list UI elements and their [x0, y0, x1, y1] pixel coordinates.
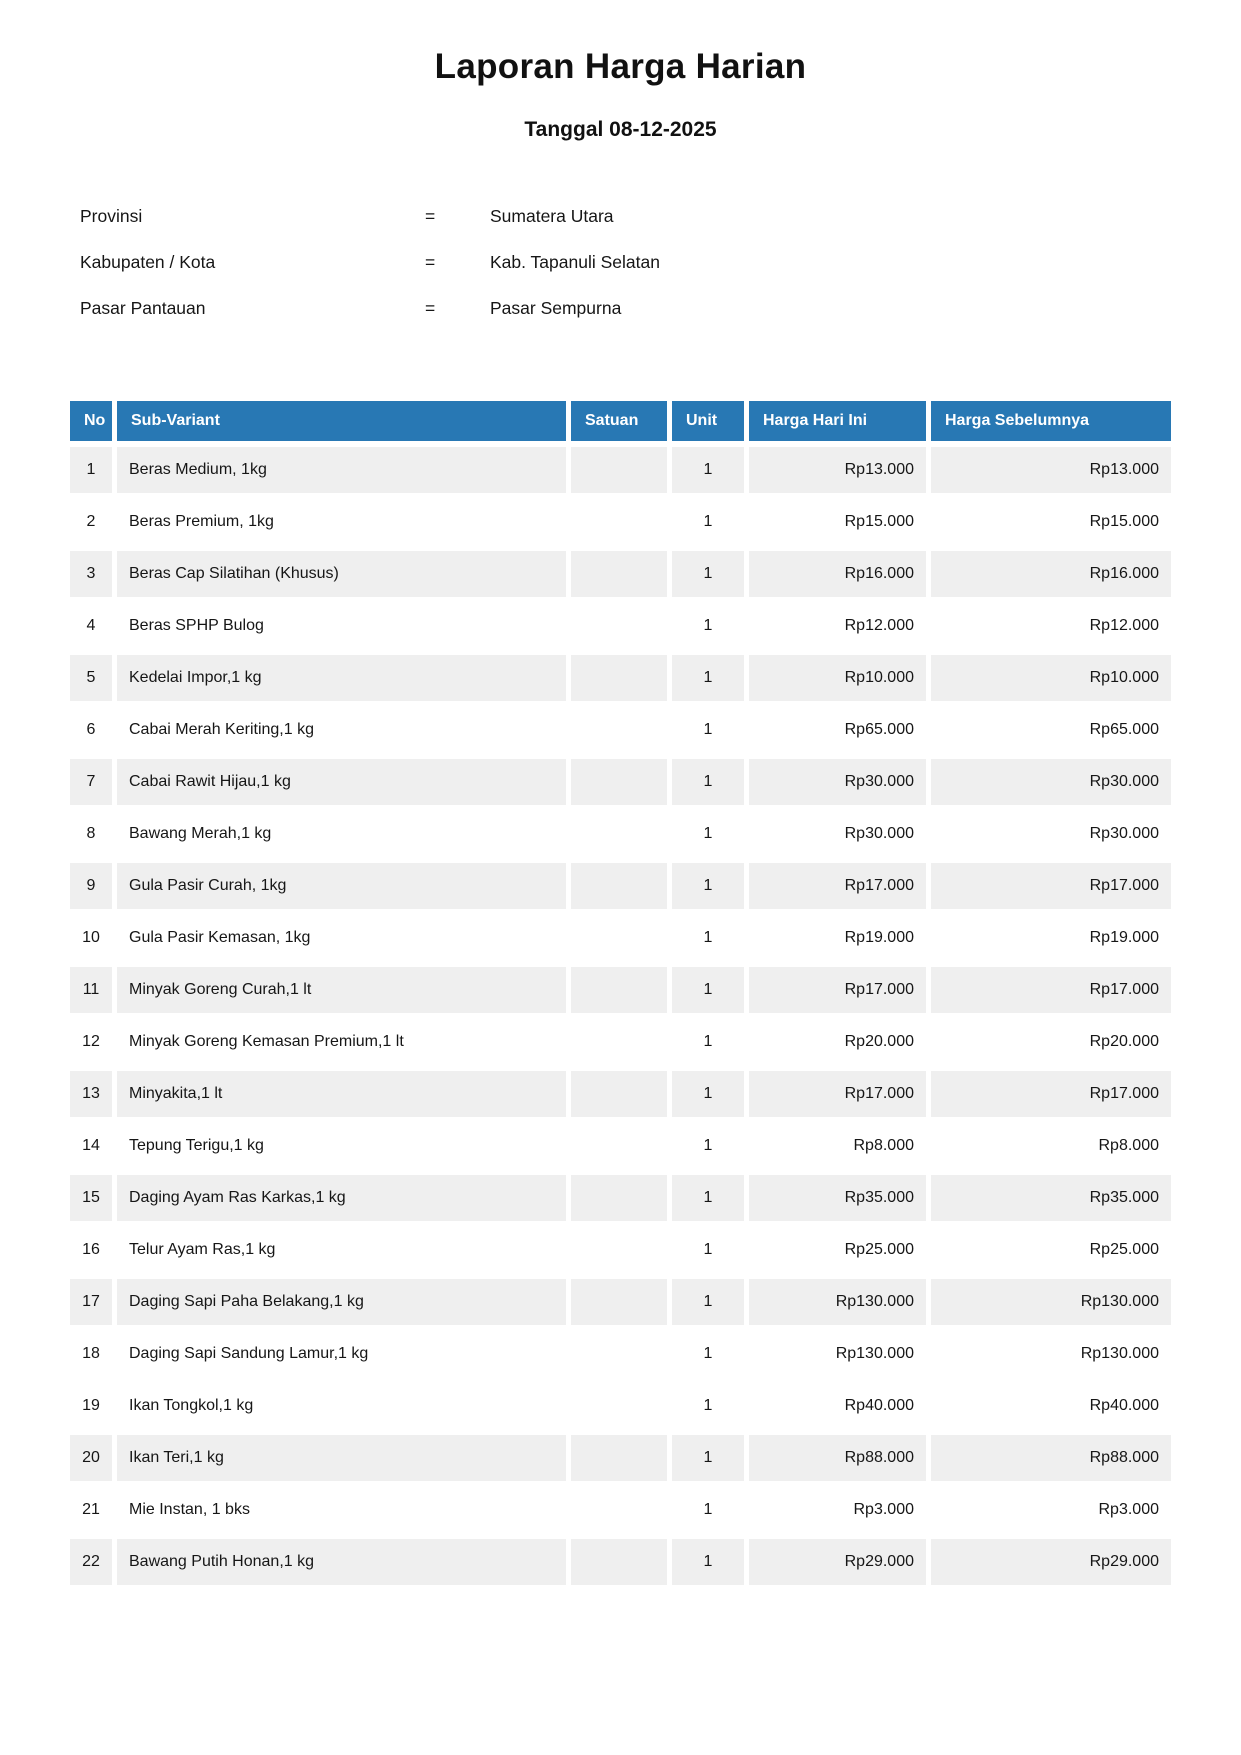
cell-harga-hari-ini: Rp30.000	[749, 759, 926, 805]
cell-sub-variant: Ikan Teri,1 kg	[117, 1435, 566, 1481]
cell-harga-hari-ini: Rp130.000	[749, 1279, 926, 1325]
cell-harga-hari-ini: Rp29.000	[749, 1539, 926, 1585]
info-label: Pasar Pantauan	[80, 297, 206, 318]
cell-satuan	[571, 1279, 667, 1325]
price-table	[65, 395, 1176, 1591]
table-row	[70, 1123, 1171, 1169]
cell-no: 14	[70, 1123, 112, 1169]
cell-harga-sebelumnya: Rp65.000	[931, 707, 1171, 753]
cell-no: 15	[70, 1175, 112, 1221]
cell-satuan	[571, 863, 667, 909]
cell-harga-sebelumnya: Rp30.000	[931, 811, 1171, 857]
cell-harga-sebelumnya: Rp20.000	[931, 1019, 1171, 1065]
cell-harga-hari-ini: Rp30.000	[749, 811, 926, 857]
cell-unit: 1	[672, 1435, 744, 1481]
cell-unit: 1	[672, 655, 744, 701]
cell-no: 21	[70, 1487, 112, 1533]
cell-harga-hari-ini: Rp40.000	[749, 1383, 926, 1429]
cell-sub-variant: Bawang Putih Honan,1 kg	[117, 1539, 566, 1585]
cell-no: 11	[70, 967, 112, 1013]
cell-harga-sebelumnya: Rp30.000	[931, 759, 1171, 805]
cell-no: 1	[70, 447, 112, 493]
cell-sub-variant: Minyak Goreng Curah,1 lt	[117, 967, 566, 1013]
cell-no: 2	[70, 499, 112, 545]
cell-sub-variant: Kedelai Impor,1 kg	[117, 655, 566, 701]
cell-harga-hari-ini: Rp17.000	[749, 967, 926, 1013]
cell-harga-hari-ini: Rp35.000	[749, 1175, 926, 1221]
cell-harga-sebelumnya: Rp3.000	[931, 1487, 1171, 1533]
table-row	[70, 863, 1171, 909]
cell-unit: 1	[672, 1279, 744, 1325]
cell-satuan	[571, 1227, 667, 1273]
equals-sign: =	[425, 251, 436, 272]
cell-satuan	[571, 811, 667, 857]
cell-satuan	[571, 1019, 667, 1065]
info-label: Provinsi	[80, 205, 143, 226]
cell-satuan	[571, 759, 667, 805]
cell-no: 12	[70, 1019, 112, 1065]
cell-unit: 1	[672, 1019, 744, 1065]
table-row	[70, 1071, 1171, 1117]
cell-sub-variant: Cabai Merah Keriting,1 kg	[117, 707, 566, 753]
cell-harga-sebelumnya: Rp12.000	[931, 603, 1171, 649]
cell-unit: 1	[672, 1539, 744, 1585]
table-row	[70, 1383, 1171, 1429]
cell-sub-variant: Beras Cap Silatihan (Khusus)	[117, 551, 566, 597]
cell-sub-variant: Minyakita,1 lt	[117, 1071, 566, 1117]
cell-satuan	[571, 1071, 667, 1117]
cell-harga-sebelumnya: Rp40.000	[931, 1383, 1171, 1429]
cell-satuan	[571, 1435, 667, 1481]
cell-harga-hari-ini: Rp17.000	[749, 1071, 926, 1117]
table-row	[70, 1279, 1171, 1325]
table-row	[70, 603, 1171, 649]
cell-no: 16	[70, 1227, 112, 1273]
cell-satuan	[571, 1383, 667, 1429]
header-cell-unit: Unit	[672, 401, 744, 441]
cell-sub-variant: Minyak Goreng Kemasan Premium,1 lt	[117, 1019, 566, 1065]
cell-unit: 1	[672, 967, 744, 1013]
cell-satuan	[571, 915, 667, 961]
table-header-row	[70, 401, 1171, 441]
cell-no: 5	[70, 655, 112, 701]
equals-sign: =	[425, 297, 436, 318]
cell-unit: 1	[672, 707, 744, 753]
cell-no: 18	[70, 1331, 112, 1377]
cell-unit: 1	[672, 1487, 744, 1533]
info-value: Kab. Tapanuli Selatan	[490, 251, 660, 272]
cell-sub-variant: Daging Ayam Ras Karkas,1 kg	[117, 1175, 566, 1221]
cell-harga-sebelumnya: Rp17.000	[931, 967, 1171, 1013]
cell-sub-variant: Gula Pasir Curah, 1kg	[117, 863, 566, 909]
table-row	[70, 967, 1171, 1013]
table-row	[70, 1331, 1171, 1377]
cell-sub-variant: Tepung Terigu,1 kg	[117, 1123, 566, 1169]
cell-harga-sebelumnya: Rp8.000	[931, 1123, 1171, 1169]
cell-no: 7	[70, 759, 112, 805]
table-row	[70, 759, 1171, 805]
cell-sub-variant: Cabai Rawit Hijau,1 kg	[117, 759, 566, 805]
cell-no: 19	[70, 1383, 112, 1429]
cell-no: 4	[70, 603, 112, 649]
cell-no: 13	[70, 1071, 112, 1117]
cell-no: 20	[70, 1435, 112, 1481]
cell-sub-variant: Telur Ayam Ras,1 kg	[117, 1227, 566, 1273]
cell-harga-hari-ini: Rp25.000	[749, 1227, 926, 1273]
cell-unit: 1	[672, 499, 744, 545]
header-cell-sub-variant: Sub-Variant	[117, 401, 566, 441]
equals-sign: =	[425, 205, 436, 226]
cell-no: 6	[70, 707, 112, 753]
cell-sub-variant: Beras SPHP Bulog	[117, 603, 566, 649]
cell-unit: 1	[672, 811, 744, 857]
cell-satuan	[571, 1123, 667, 1169]
cell-harga-sebelumnya: Rp88.000	[931, 1435, 1171, 1481]
cell-harga-hari-ini: Rp3.000	[749, 1487, 926, 1533]
cell-unit: 1	[672, 1071, 744, 1117]
cell-harga-sebelumnya: Rp16.000	[931, 551, 1171, 597]
cell-unit: 1	[672, 759, 744, 805]
cell-harga-hari-ini: Rp130.000	[749, 1331, 926, 1377]
cell-harga-hari-ini: Rp13.000	[749, 447, 926, 493]
table-row	[70, 1227, 1171, 1273]
cell-satuan	[571, 1331, 667, 1377]
page-subtitle: Tanggal 08-12-2025	[524, 118, 717, 141]
info-row	[80, 285, 1176, 331]
cell-harga-sebelumnya: Rp130.000	[931, 1331, 1171, 1377]
cell-no: 3	[70, 551, 112, 597]
cell-sub-variant: Beras Medium, 1kg	[117, 447, 566, 493]
table-row	[70, 811, 1171, 857]
table-row	[70, 915, 1171, 961]
table-row	[70, 1019, 1171, 1065]
cell-harga-hari-ini: Rp88.000	[749, 1435, 926, 1481]
cell-satuan	[571, 551, 667, 597]
cell-satuan	[571, 967, 667, 1013]
cell-harga-hari-ini: Rp17.000	[749, 863, 926, 909]
info-value: Pasar Sempurna	[490, 297, 622, 318]
info-label: Kabupaten / Kota	[80, 251, 216, 272]
cell-harga-hari-ini: Rp12.000	[749, 603, 926, 649]
cell-harga-sebelumnya: Rp10.000	[931, 655, 1171, 701]
page-title: Laporan Harga Harian	[434, 47, 807, 86]
cell-harga-sebelumnya: Rp29.000	[931, 1539, 1171, 1585]
info-row	[80, 239, 1176, 285]
cell-unit: 1	[672, 1175, 744, 1221]
cell-sub-variant: Beras Premium, 1kg	[117, 499, 566, 545]
table-row	[70, 551, 1171, 597]
cell-harga-hari-ini: Rp10.000	[749, 655, 926, 701]
cell-harga-hari-ini: Rp65.000	[749, 707, 926, 753]
cell-no: 8	[70, 811, 112, 857]
cell-satuan	[571, 655, 667, 701]
table-row	[70, 1539, 1171, 1585]
cell-unit: 1	[672, 551, 744, 597]
cell-sub-variant: Daging Sapi Sandung Lamur,1 kg	[117, 1331, 566, 1377]
table-row	[70, 447, 1171, 493]
table-row	[70, 499, 1171, 545]
info-value: Sumatera Utara	[490, 205, 614, 226]
cell-harga-sebelumnya: Rp17.000	[931, 1071, 1171, 1117]
table-row	[70, 1175, 1171, 1221]
table-row	[70, 1435, 1171, 1481]
cell-harga-sebelumnya: Rp19.000	[931, 915, 1171, 961]
cell-unit: 1	[672, 447, 744, 493]
header-cell-harga-hari-ini: Harga Hari Ini	[749, 401, 926, 441]
info-row	[80, 193, 1176, 239]
cell-unit: 1	[672, 1331, 744, 1377]
price-table-wrap	[65, 395, 1176, 1591]
cell-satuan	[571, 447, 667, 493]
header-cell-harga-sebelumnya: Harga Sebelumnya	[931, 401, 1171, 441]
cell-harga-sebelumnya: Rp25.000	[931, 1227, 1171, 1273]
cell-harga-hari-ini: Rp15.000	[749, 499, 926, 545]
cell-satuan	[571, 1175, 667, 1221]
cell-unit: 1	[672, 1383, 744, 1429]
table-row	[70, 1487, 1171, 1533]
cell-no: 22	[70, 1539, 112, 1585]
cell-harga-sebelumnya: Rp13.000	[931, 447, 1171, 493]
header-cell-no: No	[70, 401, 112, 441]
cell-harga-sebelumnya: Rp130.000	[931, 1279, 1171, 1325]
cell-satuan	[571, 707, 667, 753]
cell-harga-hari-ini: Rp16.000	[749, 551, 926, 597]
info-section	[0, 193, 1241, 331]
cell-sub-variant: Bawang Merah,1 kg	[117, 811, 566, 857]
cell-satuan	[571, 1487, 667, 1533]
cell-harga-hari-ini: Rp19.000	[749, 915, 926, 961]
cell-no: 17	[70, 1279, 112, 1325]
cell-harga-sebelumnya: Rp35.000	[931, 1175, 1171, 1221]
cell-unit: 1	[672, 915, 744, 961]
table-row	[70, 655, 1171, 701]
cell-harga-hari-ini: Rp20.000	[749, 1019, 926, 1065]
header-cell-satuan: Satuan	[571, 401, 667, 441]
cell-harga-sebelumnya: Rp15.000	[931, 499, 1171, 545]
cell-sub-variant: Mie Instan, 1 bks	[117, 1487, 566, 1533]
cell-harga-hari-ini: Rp8.000	[749, 1123, 926, 1169]
cell-unit: 1	[672, 603, 744, 649]
cell-sub-variant: Daging Sapi Paha Belakang,1 kg	[117, 1279, 566, 1325]
cell-no: 10	[70, 915, 112, 961]
cell-harga-sebelumnya: Rp17.000	[931, 863, 1171, 909]
cell-no: 9	[70, 863, 112, 909]
cell-unit: 1	[672, 1123, 744, 1169]
table-row	[70, 707, 1171, 753]
cell-unit: 1	[672, 863, 744, 909]
cell-sub-variant: Gula Pasir Kemasan, 1kg	[117, 915, 566, 961]
cell-unit: 1	[672, 1227, 744, 1273]
cell-sub-variant: Ikan Tongkol,1 kg	[117, 1383, 566, 1429]
cell-satuan	[571, 603, 667, 649]
cell-satuan	[571, 499, 667, 545]
cell-satuan	[571, 1539, 667, 1585]
